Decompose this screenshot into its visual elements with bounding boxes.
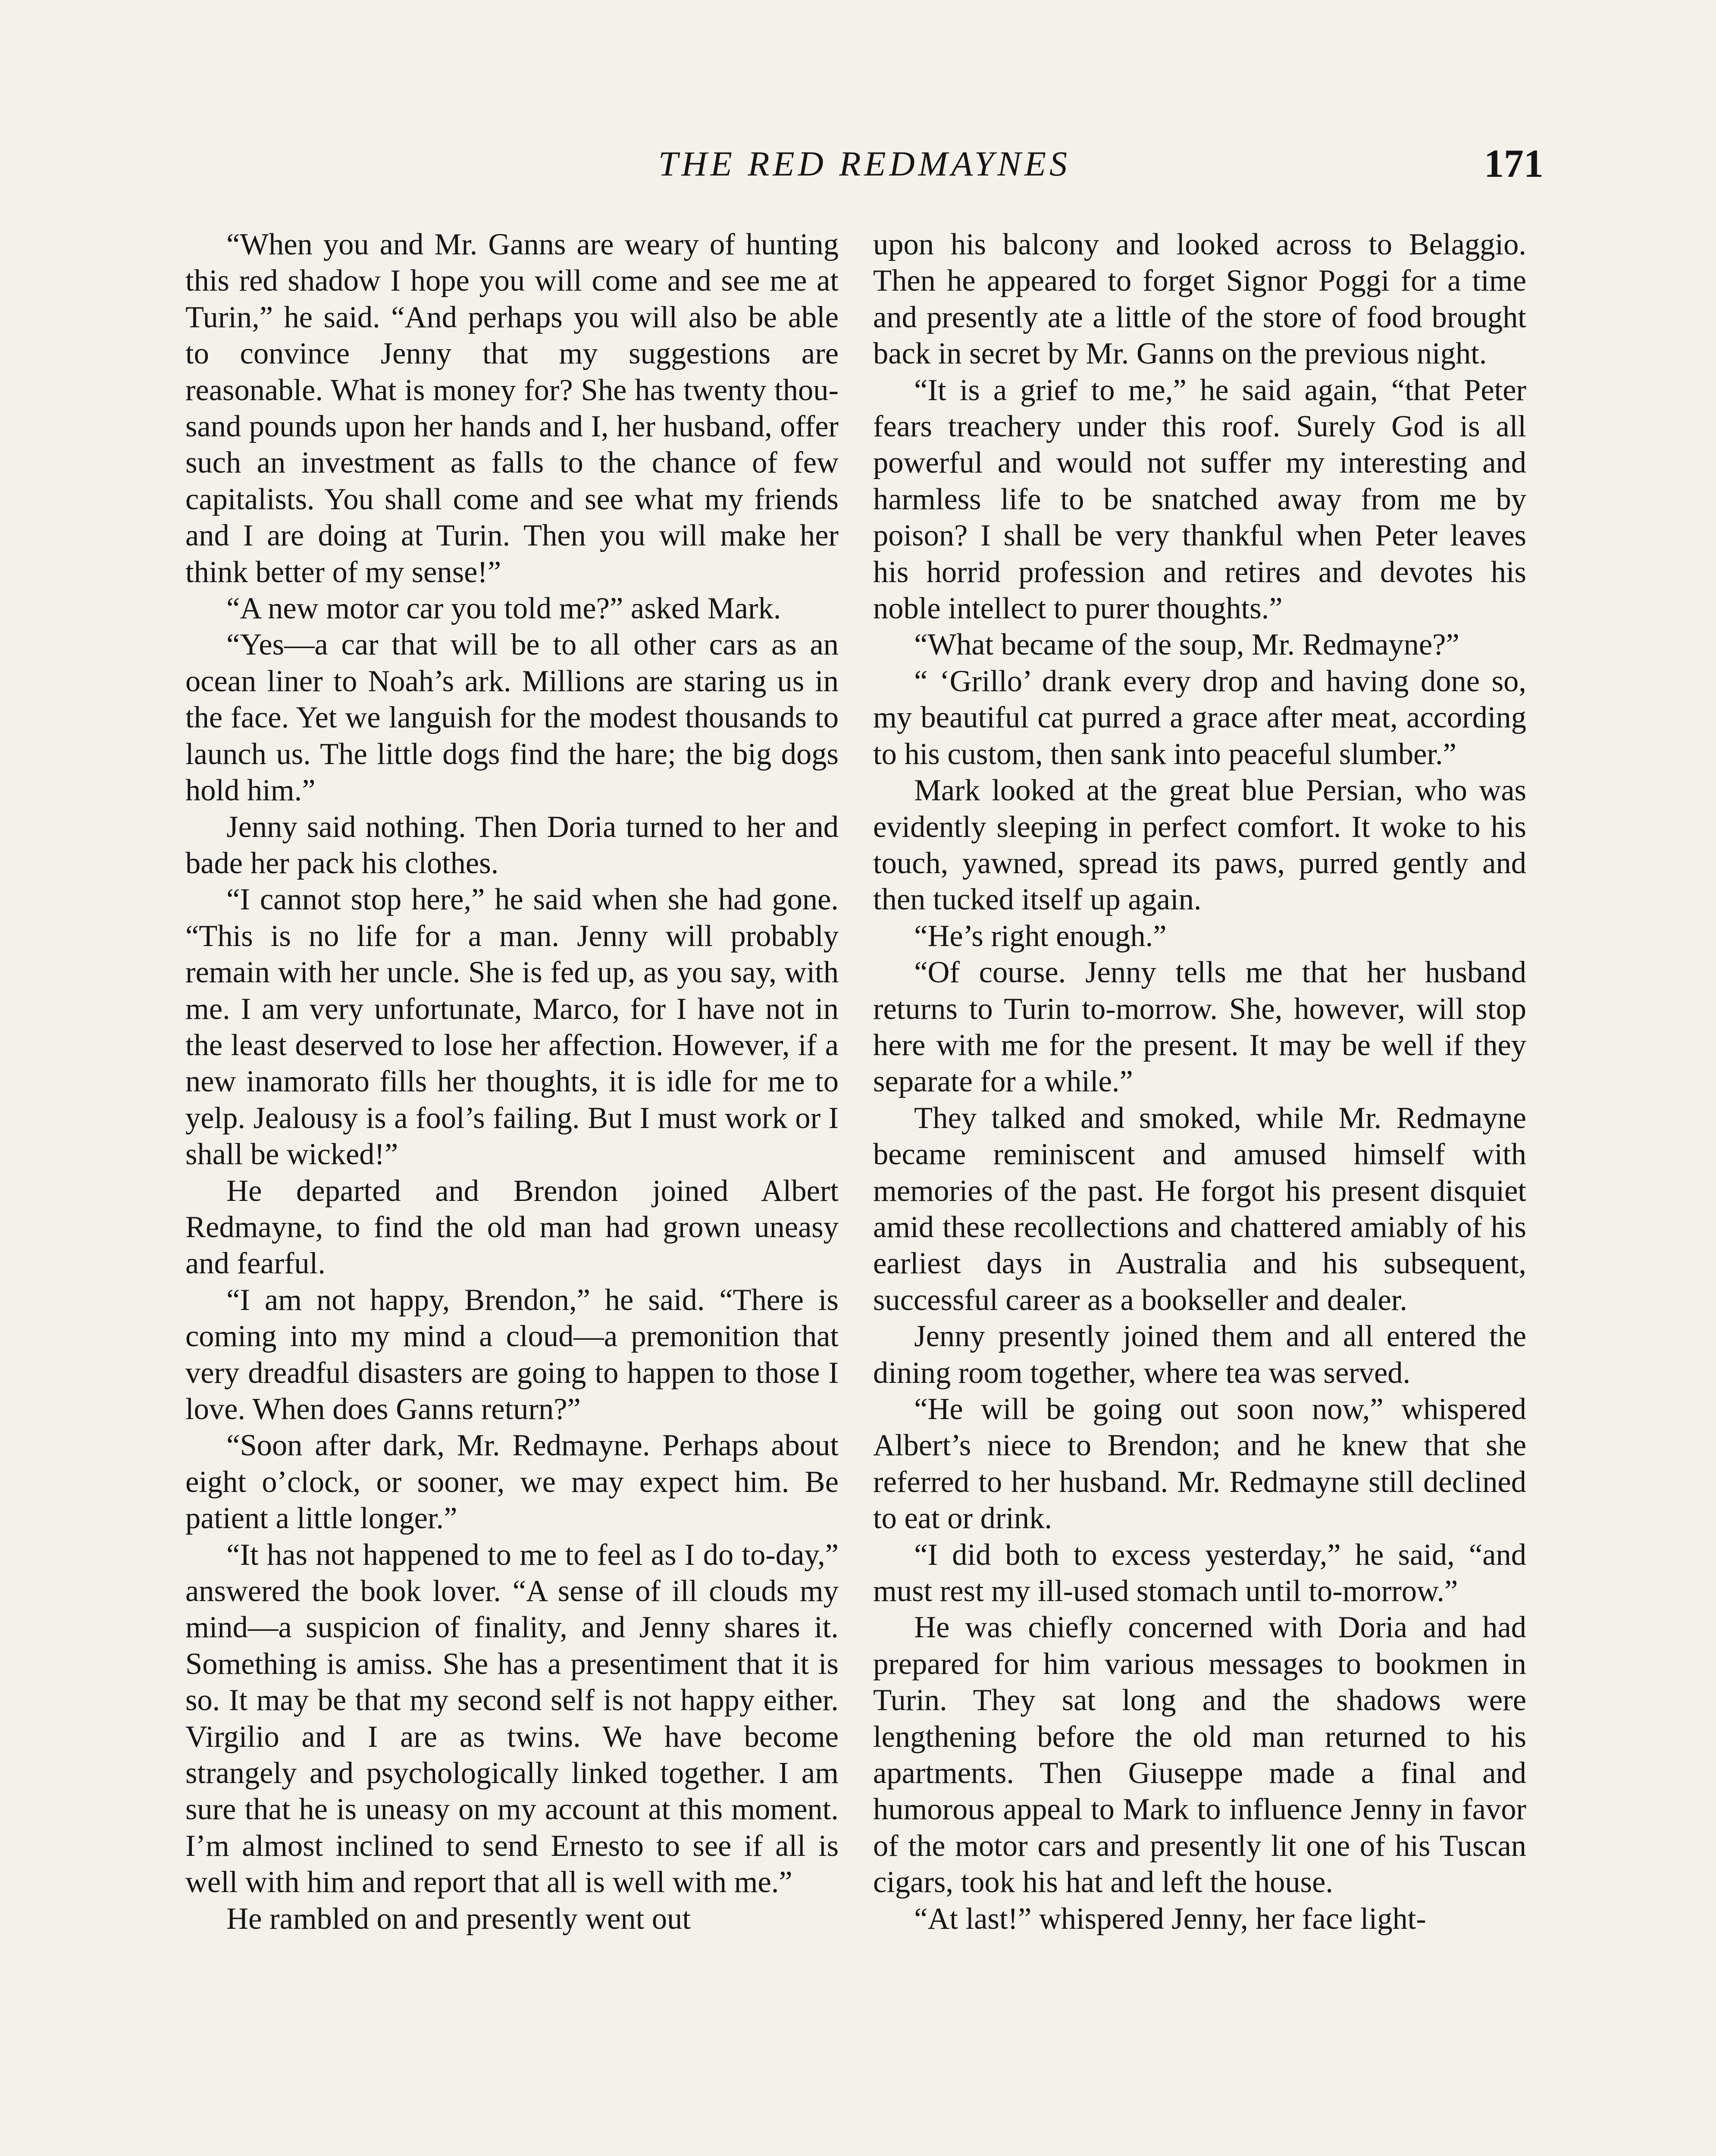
- paragraph: They talked and smoked, while Mr. Redmayne became reminiscent and amused himself with memories of the past. He forgot his present disquiet amid these recollections and chattered amiably of his earliest days in Australia and his subsequent, successful career as a bookseller and dealer.: [873, 1101, 1526, 1317]
- paragraph: “At last!” whispered Jenny, her face light-: [914, 1902, 1426, 1936]
- paragraph: Mark looked at the great blue Persian, who was evidently sleeping in perfect comfort. It woke to his touch, yawned, spread its paws, purred gently and then tucked itself up again.: [873, 774, 1526, 917]
- paragraph: Jenny presently joined them and all entered the dining room together, where tea was served.: [873, 1319, 1526, 1390]
- paragraph-continuation: upon his balcony and looked across to Belaggio. Then he appeared to forget Signor Poggi for a time and presently ate a little of the store of food brought back in secret by Mr. Ganns on the previous night.: [873, 228, 1526, 371]
- paragraph: “It is a grief to me,” he said again, “that Peter fears treachery under this roof. Surely God is all powerful and would not suffer my interesting and harmless life to be snatched away from me by poison? I shall be very thankful when Peter leaves his horrid profession and retires and devotes his noble intellect to purer thoughts.”: [873, 373, 1526, 626]
- paragraph: “I cannot stop here,” he said when she had gone. “This is no life for a man. Jenny will probably remain with her uncle. She is fed up, as you say, with me. I am very unfortunate, Marco, for I have not in the least deserved to lose her affection. However, if a new inamorato fills her thoughts, it is idle for me to yelp. Jealousy is a fool’s failing. But I must work or I shall be wicked!”: [185, 883, 839, 1172]
- left-column: [185, 226, 839, 1937]
- paragraph: He rambled on and presently went out: [226, 1902, 691, 1936]
- paragraph: “ ‘Grillo’ drank every drop and having done so, my beautiful cat purred a grace after meat, according to his custom, then sank into peaceful slumber.”: [873, 664, 1526, 771]
- paragraph: Jenny said nothing. Then Doria turned to her and bade her pack his clothes.: [185, 810, 839, 880]
- page-header: [185, 142, 1544, 194]
- paragraph: He departed and Brendon joined Albert Redmayne, to find the old man had grown uneasy and fearful.: [185, 1174, 839, 1281]
- paragraph: “A new motor car you told me?” asked Mark.: [226, 592, 781, 626]
- paragraph: “He’s right enough.”: [914, 919, 1167, 953]
- paragraph: “Yes—a car that will be to all other cars as an ocean liner to Noah’s ark. Millions are staring us in the face. Yet we languish for the modest thousands to launch us. The little dogs find the hare; the big dogs hold him.”: [185, 628, 839, 808]
- page-number: 171: [1484, 141, 1544, 185]
- paragraph: He was chiefly concerned with Doria and had prepared for him various messages to bookmen in Turin. They sat long and the shadows were lengthening before the old man returned to his apartments. Then Giuseppe made a final and humorous appeal to Mark to influence Jenny in favor of the motor cars and presently lit one of his Tuscan cigars, took his hat and left the house.: [873, 1611, 1526, 1899]
- paragraph: “Of course. Jenny tells me that her husband returns to Turin to-morrow. She, however, will stop here with me for the present. It may be well if they separate for a while.”: [873, 956, 1526, 1099]
- paragraph: “He will be going out soon now,” whispered Albert’s niece to Brendon; and he knew that she referred to her husband. Mr. Redmayne still declined to eat or drink.: [873, 1392, 1526, 1536]
- paragraph: “When you and Mr. Ganns are weary of hunting this red shadow I hope you will come and see me at Turin,” he said. “And perhaps you will also be able to convince Jenny that my suggestions are reasonable. What is money for? She has twenty thousand pounds upon her hands and I, her husband, offer such an investment as falls to the chance of few capitalists. You shall come and see what my friends and I are doing at Turin. Then you will make her think better of my sense!”: [185, 228, 839, 589]
- paragraph: “It has not happened to me to feel as I do to-day,” answered the book lover. “A sense of ill clouds my mind—a suspicion of finality, and Jenny shares it. Something is amiss. She has a presentiment that it is so. It may be that my second self is not happy either. Virgilio and I are as twins. We have become strangely and psychologically linked together. I am sure that he is uneasy on my account at this moment. I’m almost inclined to send Ernesto to see if all is well with him and report that all is well with me.”: [185, 1538, 839, 1899]
- paragraph: “Soon after dark, Mr. Redmayne. Perhaps about eight o’clock, or sooner, we may expect him. Be patient a little longer.”: [185, 1429, 839, 1536]
- paragraph: “I did both to excess yesterday,” he said, “and must rest my ill-used stomach until to-morrow.”: [873, 1538, 1526, 1608]
- paragraph: “I am not happy, Brendon,” he said. “There is coming into my mind a cloud—a premonition that very dreadful disasters are going to happen to those I love. When does Ganns return?”: [185, 1283, 839, 1426]
- paragraph: “What became of the soup, Mr. Redmayne?”: [914, 628, 1459, 662]
- right-column: [873, 226, 1526, 1937]
- running-title: THE RED REDMAYNES: [658, 144, 1071, 183]
